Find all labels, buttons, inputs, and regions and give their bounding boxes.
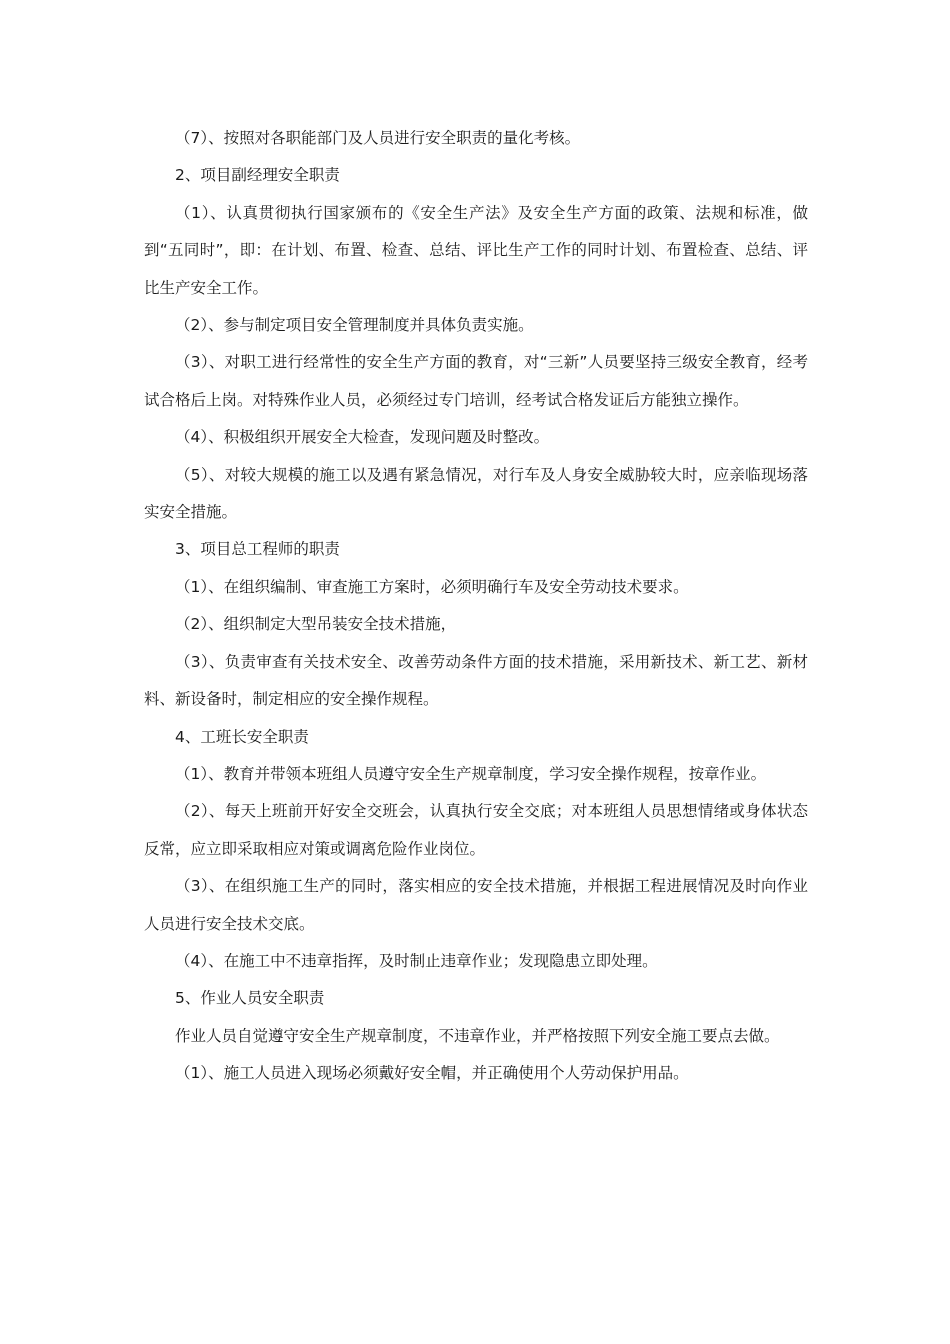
paragraph-intro: 作业人员自觉遵守安全生产规章制度，不违章作业，并严格按照下列安全施工要点去做。: [175, 1026, 780, 1045]
paragraph-item-1: （1）、施工人员进入现场必须戴好安全帽，并正确使用个人劳动保护用品。: [175, 1064, 689, 1083]
paragraph-item-5: （5）、对较大规模的施工以及遇有紧急情况，对行车及人身安全威胁较大时，应亲临现场落实安全措施。: [144, 465, 808, 522]
section-heading-deputy-manager: 2、项目副经理安全职责: [175, 166, 340, 185]
paragraph-item-4: （4）、积极组织开展安全大检查，发现问题及时整改。: [175, 428, 550, 447]
paragraph-item-7: （7）、按照对各职能部门及人员进行安全职责的量化考核。: [175, 129, 581, 147]
paragraph-item-2: （2）、参与制定项目安全管理制度并具体负责实施。: [175, 316, 534, 335]
paragraph-item-3: （3）、对职工进行经常性的安全生产方面的教育，对“三新”人员要坚持三级安全教育，经考试合格后上岗。对特殊作业人员，必须经过专门培训，经考试合格发证后方能独立操作。: [144, 353, 808, 409]
paragraph-item-2: （2）、每天上班前开好安全交班会，认真执行安全交底；对本班组人员思想情绪或身体状态反常，应立即采取相应对策或调离危险作业岗位。: [144, 802, 808, 858]
paragraph-item-3: （3）、在组织施工生产的同时，落实相应的安全技术措施，并根据工程进展情况及时向作业人员进行安全技术交底。: [144, 877, 808, 933]
section-heading-chief-engineer: 3、项目总工程师的职责: [175, 540, 340, 559]
paragraph-item-1: （1）、认真贯彻执行国家颁布的《安全生产法》及安全生产方面的政策、法规和标准，做到“五同时”，即：在计划、布置、检查、总结、评比生产工作的同时计划、布置检查、总结、评比生产安全工作。: [144, 203, 808, 297]
section-heading-team-leader: 4、工班长安全职责: [175, 727, 309, 746]
paragraph-item-3: （3）、负责审查有关技术安全、改善劳动条件方面的技术措施，采用新技术、新工艺、新材料、新设备时，制定相应的安全操作规程。: [144, 652, 808, 709]
paragraph-item-2: （2）、组织制定大型吊装安全技术措施，: [175, 615, 457, 634]
paragraph-item-1: （1）、在组织编制、审查施工方案时，必须明确行车及安全劳动技术要求。: [175, 577, 689, 596]
paragraph-item-1: （1）、教育并带领本班组人员遵守安全生产规章制度，学习安全操作规程，按章作业。: [175, 764, 767, 783]
section-heading-workers: 5、作业人员安全职责: [175, 989, 325, 1008]
document-body: [144, 120, 808, 1093]
paragraph-item-4: （4）、在施工中不违章指挥，及时制止违章作业；发现隐患立即处理。: [175, 951, 658, 970]
